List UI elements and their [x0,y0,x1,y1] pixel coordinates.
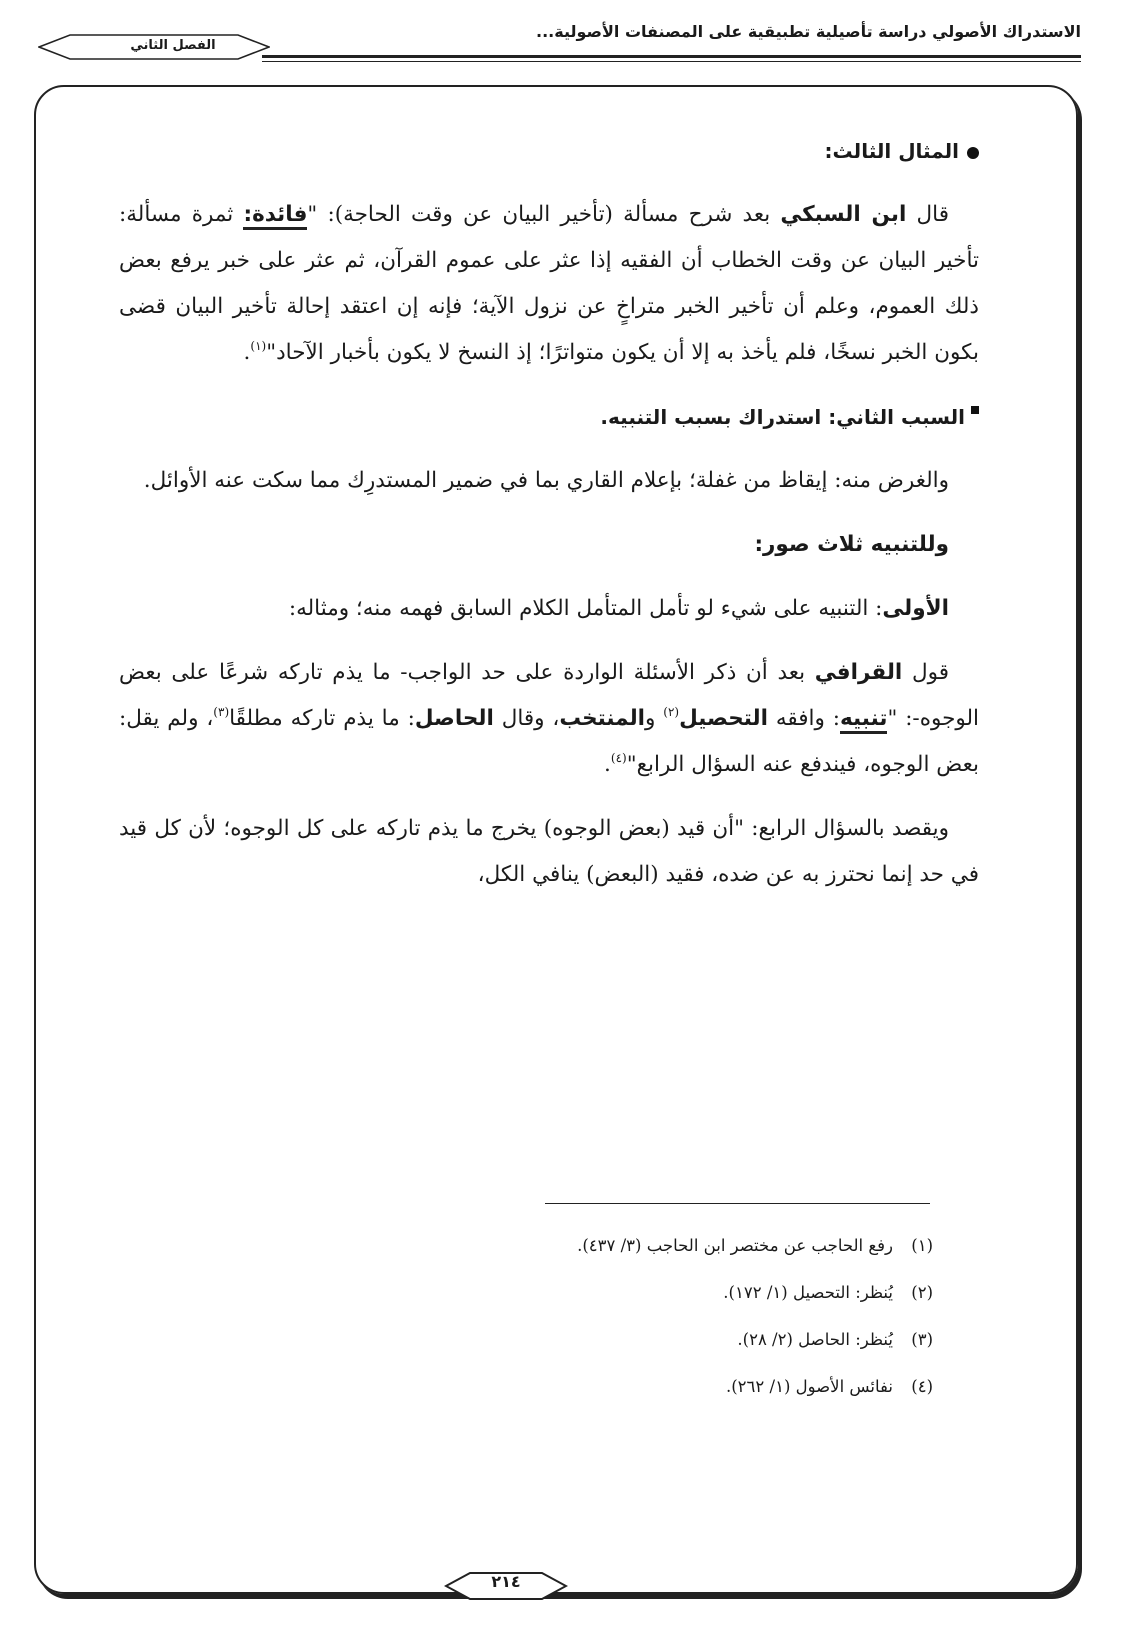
header-rule [262,55,1081,58]
footnote-4: (٤)نفائس الأصول (١/ ٢٦٢). [725,1377,933,1396]
book-hasil: الحاصل [414,706,494,731]
tanbih-label: تنبيه [840,706,887,734]
header-rule-thin [262,61,1081,62]
forms-subheading: وللتنبيه ثلاث صور: [754,532,949,557]
footnote-ref-3: (٣) [213,705,230,719]
book-title: الاستدراك الأصولي دراسة تأصيلية تطبيقية على المصنفات الأصولية... [536,22,1081,41]
first-form-label: الأولى [882,596,949,621]
footnote-ref-2: (٢) [663,705,680,719]
purpose-paragraph: والغرض منه: إيقاظ من غفلة؛ بإعلام القاري بما في ضمير المستدرِك مما سكت عنه الأوائل. [143,468,949,493]
footnote-3: (٣)يُنظر: الحاصل (٢/ ٢٨). [737,1330,933,1349]
first-form-paragraph: الأولى: التنبيه على شيء لو تأمل المتأمل الكلام السابق فهمه منه؛ ومثاله: [288,596,949,621]
bullet-dot-icon [967,147,979,159]
author-name-qarafi: القرافي [814,660,903,685]
fourth-question-paragraph: ويقصد بالسؤال الرابع: "أن قيد (بعض الوجوه) يخرج ما يذم تاركه على كل الوجوه؛ لأن كل قيد في حد إنما نحترز به عن ضده، فقيد (البعض) ينافي الكل، [119,816,979,887]
footnote-1: (١)رفع الحاجب عن مختصر ابن الحاجب (٣/ ٤٣٧). [577,1236,933,1255]
ibn-subki-paragraph: قال ابن السبكي بعد شرح مسألة (تأخير البيان عن وقت الحاجة): "فائدة: ثمرة مسألة: تأخير البيان عن وقت الخطاب أن الفقيه إذا عثر على عموم القرآن، ثم عثر على خبر يرفع بعض ذلك العموم، وعلم أن تأخير الخبر متراخٍ عن نزول الآية؛ فإنه إن اعتقد إحالة تأخير البيان قضى بكون الخبر نسخًا، فلم يأخذ به إلا أن يكون متواترًا؛ إذ النسخ لا يكون بأخبار الآحاد"$^{(١)}$. [119,202,979,365]
footnotes [173,1222,933,1410]
faida-label: فائدة: [243,202,307,230]
chapter-label: الفصل الثاني [130,38,216,53]
example-heading: المثال الثالث: [119,128,979,174]
author-name-subki: ابن السبكي [780,202,907,227]
footnote-ref-4: (٤) [610,751,627,765]
page-number: ٢١٤ [491,1572,521,1591]
main-text [119,128,979,898]
running-header [0,0,1121,75]
footnote-separator [545,1203,930,1204]
footnote-ref-1: (١) [250,339,267,353]
book-muntakhab: المنتخب [559,706,646,731]
second-cause-heading: السبب الثاني: استدراك بسبب التنبيه. [119,394,979,440]
book-tahsil: التحصيل [679,706,768,731]
footnote-2: (٢)يُنظر: التحصيل (١/ ١٧٢). [723,1283,933,1302]
square-bullet-icon [971,406,979,414]
qarafi-paragraph: قول القرافي بعد أن ذكر الأسئلة الواردة على حد الواجب- ما يذم تاركه شرعًا على بعض الوجوه-: "تنبيه: وافقه التحصيل$^{(٢)}$ والمنتخب، وقال الحاصل: ما يذم تاركه مطلقًا$^{(٣)}$، ولم يقل: بعض الوجوه، فيندفع عنه السؤال الرابع"$^{(٤)}$. [119,660,979,777]
